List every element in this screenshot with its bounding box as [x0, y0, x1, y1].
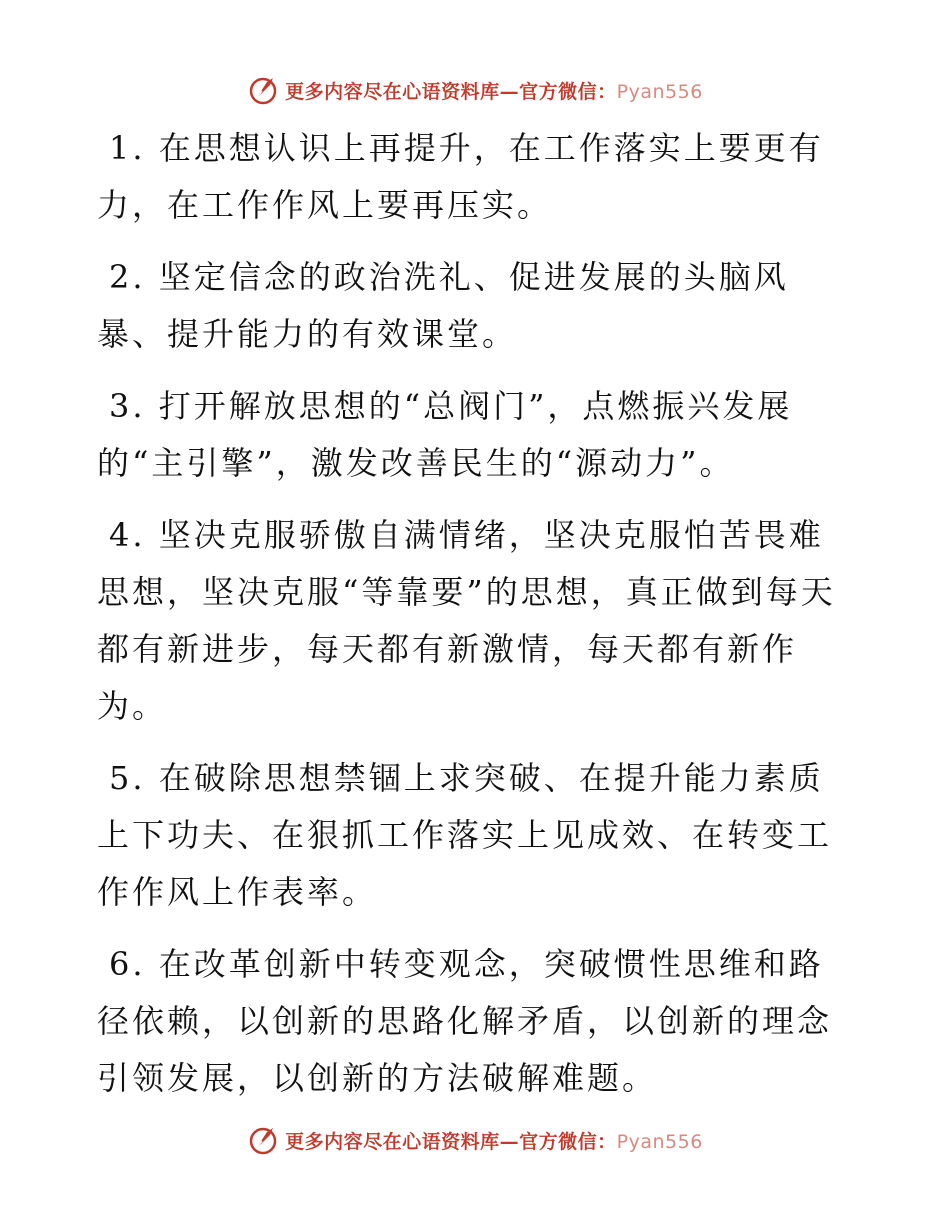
list-item: 5. 在破除思想禁锢上求突破、在提升能力素质上下功夫、在狠抓工作落实上见成效、在转变工作作风上作表率。	[97, 759, 833, 911]
list-item: 4. 坚决克服骄傲自满情绪，坚决克服怕苦畏难思想，坚决克服“等靠要”的思想，真正做到每天都有新进步，每天都有新激情，每天都有新作为。	[97, 516, 836, 725]
quill-logo-icon	[247, 1124, 279, 1156]
wechat-id: Pyan556	[616, 1130, 703, 1153]
list-item: 6. 在改革创新中转变观念，突破惯性思维和路径依赖，以创新的思路化解矛盾，以创新的理念引领发展，以创新的方法破解难题。	[97, 945, 833, 1097]
banner-text: 更多内容尽在心语资料库—官方微信：Pyan556	[285, 80, 703, 103]
wechat-id: Pyan556	[616, 80, 703, 103]
list-item: 1. 在思想认识上再提升，在工作落实上要更有力，在工作作风上要再压实。	[97, 129, 824, 224]
banner-text: 更多内容尽在心语资料库—官方微信：Pyan556	[285, 1130, 703, 1153]
footer-banner	[0, 1120, 950, 1160]
header-banner	[0, 70, 950, 110]
list-item: 3. 打开解放思想的“总阀门”，点燃振兴发展的“主引擎”，激发改善民生的“源动力”。	[97, 387, 793, 482]
quill-logo-icon	[247, 74, 279, 106]
document-body	[97, 120, 857, 1122]
list-item: 2. 坚定信念的政治洗礼、促进发展的头脑风暴、提升能力的有效课堂。	[97, 258, 789, 353]
